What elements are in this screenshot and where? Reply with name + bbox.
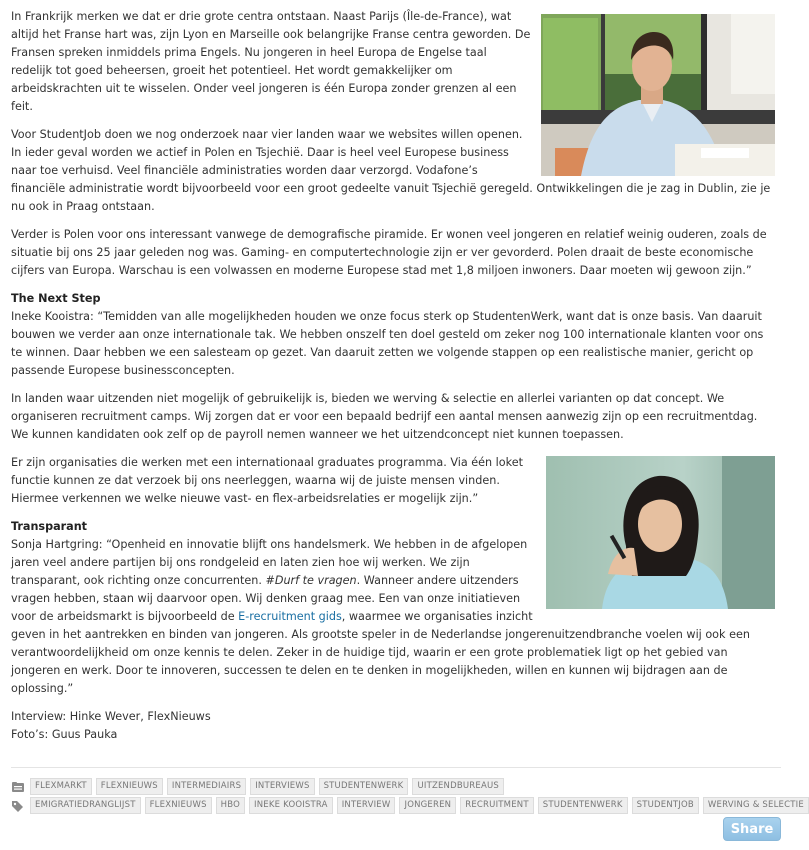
durf-te-vragen-emphasis: #Durf te vragen [265, 574, 357, 587]
tag-werving-selectie[interactable]: WERVING & SELECTIE [703, 797, 809, 814]
e-recruitment-gids-link[interactable]: E-recruitment gids [238, 610, 342, 623]
section-heading-next-step: The Next Step [11, 292, 101, 305]
category-list [11, 778, 508, 795]
credits [11, 708, 775, 744]
paragraph-7-part-a: Sonja Hartgring: “Openheid en innovatie blijft ons handelsmerk. We hebben in de afgelopen jaren veel andere partijen bij ons rondgeleid en laten zien hoe wij werken. We zijn transparant, ook richting onze concurrenten. [11, 538, 528, 587]
credit-photos: Foto’s: Guus Pauka [11, 728, 118, 741]
tag-jongeren[interactable]: JONGEREN [399, 797, 456, 814]
paragraph-7-part-b: . Wanneer andere uitzenders vragen hebben, staan wij daarvoor open. Wij denken graag mee. Een van onze initiatieven voor de arbeidsmarkt is bijvoorbeeld de [11, 574, 521, 623]
paragraph-2: Voor StudentJob doen we nog onderzoek naar vier landen waar we websites willen openen. In ieder geval worden we actief in Polen en Tsjechië. Daar is heel veel Europese business naar toe verhuisd. Veel financiële administraties worden daar verzorgd. Vodafone’s financiële administratie wordt bijvoorbeeld voor een groot gedeelte vanuit Tsjechië geregeld. Ontwikkelingen die je zag in Dublin, zie je nu ook in Praag ontstaan. [11, 128, 771, 213]
tag-studentenwerk[interactable]: STUDENTENWERK [538, 797, 628, 814]
paragraph-4: Ineke Kooistra: “Temidden van alle mogelijkheden houden we onze focus sterk op StudentenWerk, want dat is onze basis. Van daaruit bouwen we verder aan onze internationale tak. We hebben onszelf ten doel gesteld om zeker nog 100 internationale klanten voor ons te winnen. Daar hebben we een salesteam op gezet. Van daaruit zetten we volgende stappen op een realistische manier, gericht op passende Europese businessconcepten. [11, 310, 764, 377]
paragraph-5: In landen waar uitzenden niet mogelijk of gebruikelijk is, bieden we werving & selectie en allerlei varianten op dat concept. We organiseren recruitment camps. Wij zorgen dat er voor een bepaald bedrijf een aantal mensen aanwezig zijn op een recruitmentdag. We kunnen kandidaten ook zelf op de payroll nemen wanneer we het uitzendconcept niet kunnen toepassen. [11, 392, 758, 441]
folder-icon [11, 780, 25, 794]
tag-list [11, 797, 809, 814]
share-button[interactable]: Share [723, 817, 781, 841]
paragraph-6: Er zijn organisaties die werken met een internationaal graduates programma. Via één loket functie kunnen ze dat verzoek bij ons neerleggen, waarna wij de juiste mensen vinden. Hiermee verkennen we welke nieuwe vast- en flex-arbeidsrelaties er mogelijk zijn.” [11, 456, 523, 505]
paragraph-3: Verder is Polen voor ons interessant vanwege de demografische piramide. Er wonen veel jongeren en relatief weinig ouderen, zoals de situatie bij ons 25 jaar geleden nog was. Gaming- en computertechnologie zijn er ver gevorderd. Polen draait de beste economische cijfers van Europa. Warschau is een volwassen en moderne Europese stad met 1,8 miljoen inwoners. Daar moeten wij gewoon zijn.” [11, 228, 767, 277]
tag-emigratiedranglijst[interactable]: EMIGRATIEDRANGLIJST [30, 797, 141, 814]
paragraph-1: In Frankrijk merken we dat er drie grote centra ontstaan. Naast Parijs (Île-de-France), wat altijd het Franse hart was, zijn Lyon en Marseille ook belangrijke Franse centra geworden. De Fransen spreken inmiddels prima Engels. Nu jongeren in heel Europa de Engelse taal redelijk tot goed beheersen, groeit het potentieel. Het wordt gemakkelijker om arbeidskrachten uit te wisselen. Onder veel jongeren is één Europa zonder grenzen al een feit. [11, 10, 531, 113]
tag-ineke-kooistra[interactable]: INEKE KOOISTRA [249, 797, 333, 814]
man-portrait-photo [541, 14, 775, 176]
tag-interview[interactable]: INTERVIEW [337, 797, 396, 814]
category-tag-flexmarkt[interactable]: FLEXMARKT [30, 778, 92, 795]
woman-portrait-photo [546, 456, 775, 609]
tag-studentjob[interactable]: STUDENTJOB [632, 797, 699, 814]
article-body [11, 8, 775, 744]
category-tag-intermediairs[interactable]: INTERMEDIAIRS [167, 778, 246, 795]
category-tag-flexnieuws[interactable]: FLEXNIEUWS [96, 778, 163, 795]
category-tag-interviews[interactable]: INTERVIEWS [250, 778, 314, 795]
credit-interview: Interview: Hinke Wever, FlexNieuws [11, 710, 211, 723]
tag-icon [11, 799, 25, 813]
category-tag-studentenwerk[interactable]: STUDENTENWERK [319, 778, 409, 795]
tag-recruitment[interactable]: RECRUITMENT [460, 797, 534, 814]
category-tag-uitzendbureaus[interactable]: UITZENDBUREAUS [412, 778, 504, 795]
tag-hbo[interactable]: HBO [216, 797, 245, 814]
paragraph-7-part-c: , waarmee we organisaties inzicht geven in het aantrekken en binden van jongeren. Als grootste speler in de Nederlandse jongerenuitzendbranche voelen wij ook een verantwoordelijkheid om onze kennis te delen. Zeker in de huidige tijd, waarin er een grote problematiek ligt op het gebied van jongeren en werk. Door te innoveren, successen te delen en te denken in mogelijkheden, willen en kunnen wij bijdragen aan de oplossing.” [11, 610, 750, 695]
section-heading-transparant: Transparant [11, 520, 88, 533]
tag-flexnieuws[interactable]: FLEXNIEUWS [145, 797, 212, 814]
divider [11, 767, 781, 768]
